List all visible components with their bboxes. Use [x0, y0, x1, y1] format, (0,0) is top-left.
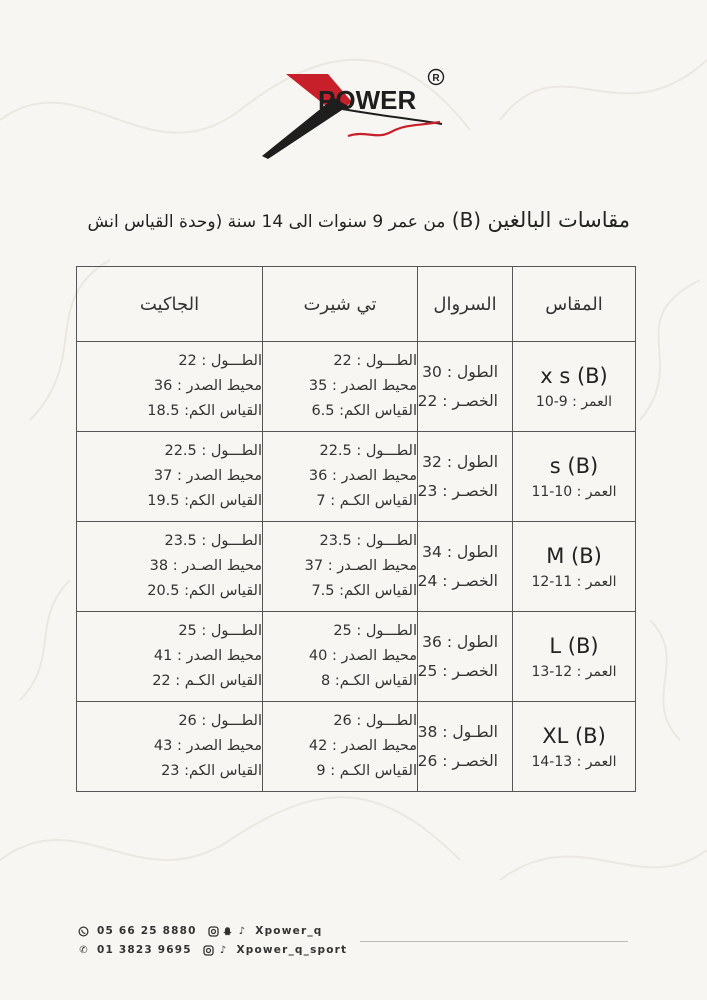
size-age: العمر : 12-13 — [531, 663, 617, 680]
logo-red-scribble — [348, 122, 440, 136]
tshirt-length: الطـــول : 22 — [333, 353, 417, 369]
tshirt-sleeve: القياس الكم: 7.5 — [311, 583, 417, 599]
tshirt-cell — [263, 612, 418, 702]
tshirt-sleeve: القياس الكم: 6.5 — [311, 403, 417, 419]
jacket-cell — [77, 342, 263, 432]
tshirt-cell — [263, 342, 418, 432]
tshirt-chest: محيط الصـدر : 37 — [304, 558, 417, 574]
tshirt-sleeve: القياس الكـم: 8 — [321, 673, 417, 689]
size-cell — [513, 432, 636, 522]
pants-waist: الخصـر : 25 — [417, 661, 498, 680]
jacket-length: الطـــول : 23.5 — [164, 533, 262, 549]
header-pants: السروال — [418, 267, 513, 342]
social-handle-2: Xpower_q_sport — [236, 944, 348, 956]
table-row — [77, 342, 636, 432]
page-heading — [60, 208, 630, 232]
pants-waist: الخصـر : 22 — [417, 391, 498, 410]
jacket-chest: محيط الصدر : 41 — [153, 648, 262, 664]
table-row — [77, 702, 636, 792]
tshirt-sleeve: القياس الكـم : 7 — [316, 493, 417, 509]
size-code: s (B) — [549, 453, 599, 478]
size-cell — [513, 612, 636, 702]
size-cell — [513, 342, 636, 432]
header-tshirt: تي شيرت — [263, 267, 418, 342]
xpower-logo — [256, 66, 456, 161]
size-cell — [513, 702, 636, 792]
heading-main: مقاسات البالغين — [487, 208, 630, 232]
jacket-chest: محيط الصدر : 36 — [153, 378, 262, 394]
pants-cell — [418, 432, 513, 522]
heading-badge: (B) — [451, 208, 482, 232]
heading-subtitle: من عمر 9 سنوات الى 14 سنة (وحدة القياس انش — [87, 212, 446, 232]
jacket-sleeve: القياس الكم: 19.5 — [147, 493, 262, 509]
logo-wordmark: POWER — [318, 85, 417, 115]
pants-cell — [418, 342, 513, 432]
tshirt-chest: محيط الصدر : 40 — [308, 648, 417, 664]
pants-cell — [418, 702, 513, 792]
pants-length: الطول : 32 — [422, 452, 498, 471]
tshirt-cell — [263, 522, 418, 612]
footer-contact-row-2 — [78, 944, 355, 956]
tshirt-length: الطـــول : 23.5 — [319, 533, 417, 549]
footer-contact-row-1 — [78, 925, 331, 937]
pants-waist: الخصـر : 24 — [417, 571, 498, 590]
table-row — [77, 432, 636, 522]
tiktok-icon: ♪ — [219, 944, 227, 956]
instagram-icon — [203, 945, 214, 956]
footer-divider — [360, 941, 628, 942]
pants-length: الطـول : 38 — [417, 722, 498, 741]
pants-cell — [418, 612, 513, 702]
size-chart-table — [76, 266, 636, 792]
size-code: x s (B) — [540, 363, 608, 388]
tshirt-length: الطـــول : 25 — [333, 623, 417, 639]
jacket-length: الطـــول : 26 — [178, 713, 262, 729]
jacket-cell — [77, 522, 263, 612]
jacket-cell — [77, 432, 263, 522]
size-code: M (B) — [546, 543, 602, 568]
size-age: العمر : 13-14 — [531, 753, 617, 770]
pants-cell — [418, 522, 513, 612]
phone-whatsapp: 05 66 25 8880 — [97, 925, 197, 937]
snapchat-icon — [222, 926, 233, 937]
social-handle-1: Xpower_q — [255, 925, 323, 937]
size-age: العمر : 10-11 — [531, 483, 617, 500]
whatsapp-icon — [78, 926, 89, 937]
jacket-sleeve: القياس الكم: 23 — [161, 763, 262, 779]
jacket-cell — [77, 702, 263, 792]
jacket-length: الطـــول : 22.5 — [164, 443, 262, 459]
tshirt-chest: محيط الصدر : 36 — [308, 468, 417, 484]
tiktok-icon: ♪ — [238, 925, 245, 937]
header-size: المقاس — [513, 267, 636, 342]
pants-length: الطول : 30 — [422, 362, 498, 381]
pants-waist: الخصـر : 23 — [417, 481, 498, 500]
pants-length: الطول : 34 — [422, 542, 498, 561]
tshirt-sleeve: القياس الكـم : 9 — [316, 763, 417, 779]
pants-waist: الخصـر : 26 — [417, 751, 498, 770]
tshirt-cell — [263, 432, 418, 522]
header-jacket: الجاكيت — [77, 267, 263, 342]
registered-mark-letter: R — [432, 73, 440, 84]
phone-icon: ✆ — [79, 944, 88, 956]
jacket-chest: محيط الصدر : 37 — [153, 468, 262, 484]
pants-length: الطول : 36 — [422, 632, 498, 651]
tshirt-chest: محيط الصدر : 42 — [308, 738, 417, 754]
table-row — [77, 522, 636, 612]
tshirt-length: الطـــول : 26 — [333, 713, 417, 729]
size-age: العمر : 9-10 — [535, 393, 613, 410]
jacket-chest: محيط الصدر : 43 — [153, 738, 262, 754]
tshirt-cell — [263, 702, 418, 792]
jacket-chest: محيط الصـدر : 38 — [149, 558, 262, 574]
tshirt-chest: محيط الصدر : 35 — [308, 378, 417, 394]
jacket-length: الطـــول : 22 — [178, 353, 262, 369]
jacket-sleeve: القياس الكم: 20.5 — [147, 583, 262, 599]
size-cell — [513, 522, 636, 612]
table-header-row — [77, 267, 636, 342]
phone-number: 01 3823 9695 — [97, 944, 192, 956]
instagram-icon — [208, 926, 219, 937]
tshirt-length: الطـــول : 22.5 — [319, 443, 417, 459]
table-row — [77, 612, 636, 702]
jacket-cell — [77, 612, 263, 702]
jacket-sleeve: القياس الكم: 18.5 — [147, 403, 262, 419]
jacket-sleeve: القياس الكـم : 22 — [152, 673, 262, 689]
jacket-length: الطـــول : 25 — [178, 623, 262, 639]
size-code: L (B) — [549, 633, 599, 658]
size-code: XL (B) — [542, 723, 606, 748]
size-age: العمر : 11-12 — [531, 573, 617, 590]
